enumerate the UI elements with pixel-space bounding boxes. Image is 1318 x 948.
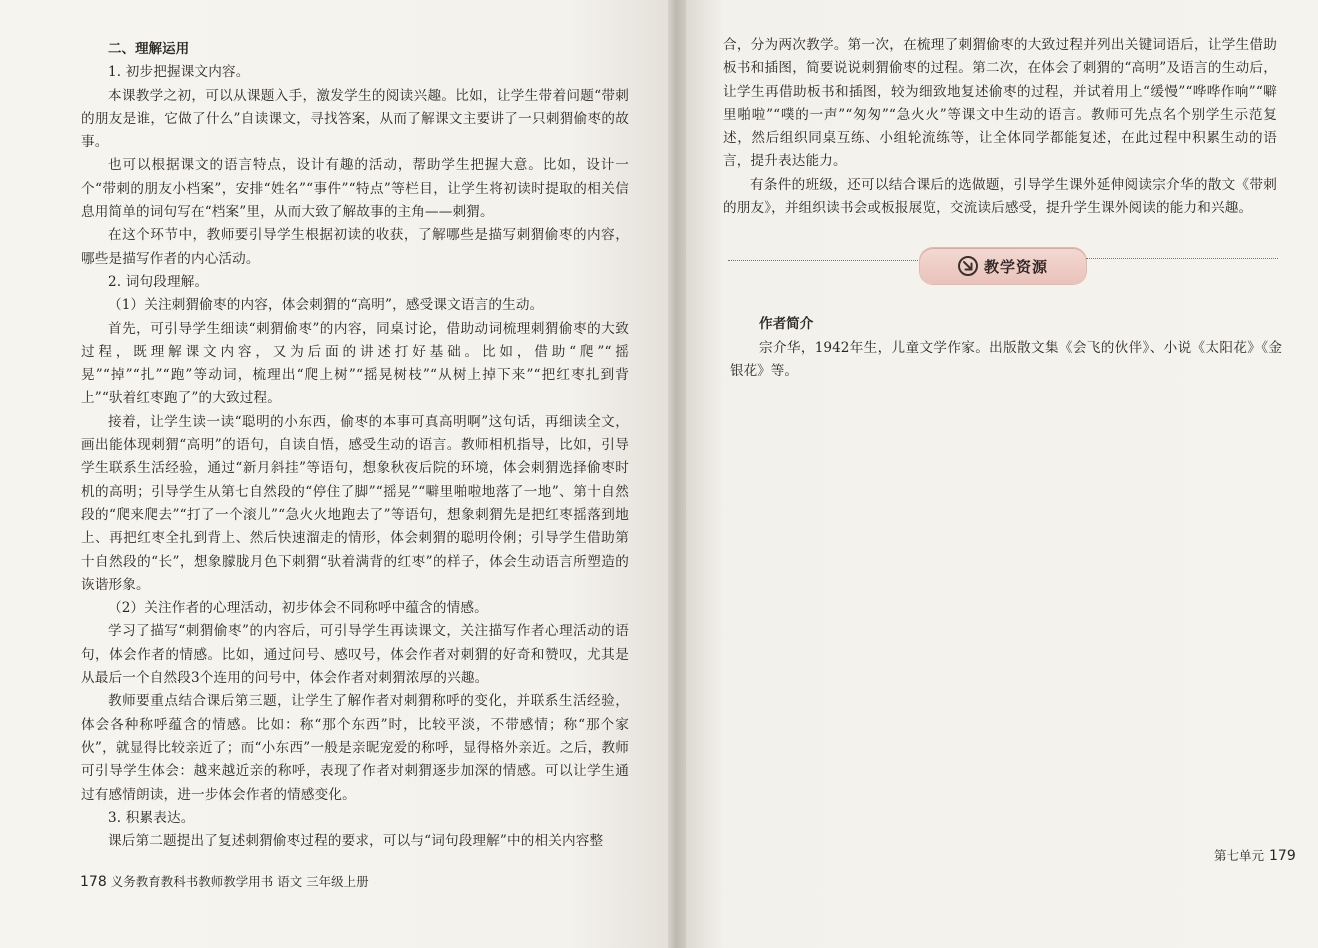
- paragraph: （1）关注刺猬偷枣的内容，体会刺猬的“高明”，感受课文语言的生动。: [108, 297, 544, 314]
- arrow-circle-icon: [958, 256, 978, 276]
- dotted-rule-right: [1086, 258, 1278, 259]
- left-page-body: [81, 38, 629, 853]
- teaching-resources-divider: [728, 246, 1278, 286]
- paragraph: 接着，让学生读一读“聪明的小东西，偷枣的本事可真高明啊”这句话，再细读全文，画出能体现刺猬“高明”的语句，自读自悟，感受生动的语言。教师相机指导，比如，引导学生联系生活经验，通过“新月斜挂”等语句，想象秋夜后院的环境，体会刺猬选择偷枣时机的高明；引导学生从第七自然段的“停住了脚”“摇晃”“噼里啪啦地落了一地”、第十自然段的“爬来爬去”“打了一个滚儿”“急火火地跑去了”等语句，想象刺猬先是把红枣摇落到地上、再把红枣全扎到背上、然后快速溜走的情形，体会刺猬的聪明伶俐；引导学生借助第十自然段的“长”，想象朦胧月色下刺猬“驮着满背的红枣”的样子，体会生动语言所塑造的诙谐形象。: [81, 413, 629, 593]
- page-number: 179: [1269, 848, 1296, 864]
- right-page-footer: [1214, 846, 1296, 864]
- book-gutter: [668, 0, 686, 948]
- paragraph: 也可以根据课文的语言特点，设计有趣的活动，帮助学生把握大意。比如，设计一个“带刺的朋友小档案”，安排“姓名”“事件”“特点”等栏目，让学生将初读时提取的相关信息用简单的词句写在“档案”里，从而大致了解故事的主角——刺猬。: [81, 157, 629, 221]
- paragraph: 本课教学之初，可以从课题入手，激发学生的阅读兴趣。比如，让学生带着问题“带刺的朋友是谁，它做了什么”自读课文，寻找答案，从而了解课文主要讲了一只刺猬偷枣的故事。: [81, 87, 629, 151]
- author-text: 宗介华，1942年生，儿童文学作家。出版散文集《会飞的伙伴》、小说《太阳花》《金银花》等。: [730, 339, 1282, 379]
- paragraph: 有条件的班级，还可以结合课后的选做题，引导学生课外延伸阅读宗介华的散文《带刺的朋友》，并组织读书会或板报展览，交流读后感受，提升学生课外阅读的能力和兴趣。: [723, 176, 1277, 217]
- author-heading: 作者简介: [759, 316, 814, 332]
- arrow-down-right-icon: [962, 260, 974, 272]
- author-intro: [730, 313, 1282, 384]
- dotted-rule-left: [728, 260, 920, 261]
- paragraph: 2. 词句段理解。: [108, 273, 209, 290]
- paragraph: 首先，可引导学生细读“刺猬偷枣”的内容，同桌讨论，借助动词梳理刺猬偷枣的大致过程，既理解课文内容，又为后面的讲述打好基础。比如，借助“爬”“摇晃”“掉”“扎”“跑”等动词，梳理出“爬上树”“摇晃树枝”“从树上掉下来”“把红枣扎到背上”“驮着红枣跑了”的大致过程。: [81, 320, 629, 407]
- paragraph: 在这个环节中，教师要引导学生根据初读的收获，了解哪些是描写刺猬偷枣的内容，哪些是描写作者的内心活动。: [81, 227, 629, 267]
- right-page-body: [723, 34, 1277, 220]
- paragraph: （2）关注作者的心理活动，初步体会不同称呼中蕴含的情感。: [108, 600, 488, 617]
- running-footer: 义务教育教科书教师教学用书 语文 三年级上册: [110, 874, 369, 889]
- page-number: 178: [80, 874, 107, 890]
- paragraph: 3. 积累表达。: [108, 809, 195, 826]
- section-banner: [920, 248, 1086, 284]
- paragraph: 学习了描写“刺猬偷枣”的内容后，可引导学生再读课文，关注描写作者心理活动的语句，体会作者的情感。比如，通过问号、感叹号，体会作者对刺猬的好奇和赞叹，尤其是从最后一个自然段3个连用的问号中，体会作者对刺猬浓厚的兴趣。: [81, 623, 629, 687]
- paragraph: 教师要重点结合课后第三题，让学生了解作者对刺猬称呼的变化，并联系生活经验，体会各种称呼蕴含的情感。比如：称“那个东西”时，比较平淡，不带感情；称“那个家伙”，就显得比较亲近了；而“小东西”一般是亲昵宠爱的称呼，显得格外亲近。之后，教师可引导学生体会：越来越近亲的称呼，表现了作者对刺猬逐步加深的情感。可以让学生通过有感情朗读，进一步体会作者的情感变化。: [81, 693, 629, 803]
- paragraph: 1. 初步把握课文内容。: [108, 64, 250, 81]
- banner-label: 教学资源: [983, 257, 1048, 276]
- running-footer: 第七单元: [1214, 848, 1265, 863]
- paragraph: 合，分为两次教学。第一次，在梳理了刺猬偷枣的大致过程并列出关键词语后，让学生借助板书和插图，简要说说刺猬偷枣的过程。第二次，在体会了刺猬的“高明”及语言的生动后，让学生再借助板书和插图，较为细致地复述偷枣的过程，并试着用上“缓慢”“哗哗作响”“噼里啪啦”“噗的一声”“匆匆”“急火火”等课文中生动的语言。教师可先点名个别学生示范复述，然后组织同桌互练、小组轮流练等，让全体同学都能复述，在此过程中积累生动的语言，提升表达能力。: [723, 37, 1277, 170]
- paragraph: 课后第二题提出了复述刺猬偷枣过程的要求，可以与“词句段理解”中的相关内容整: [108, 833, 604, 850]
- left-page-footer: [80, 872, 369, 890]
- section-heading: 二、理解运用: [108, 42, 190, 57]
